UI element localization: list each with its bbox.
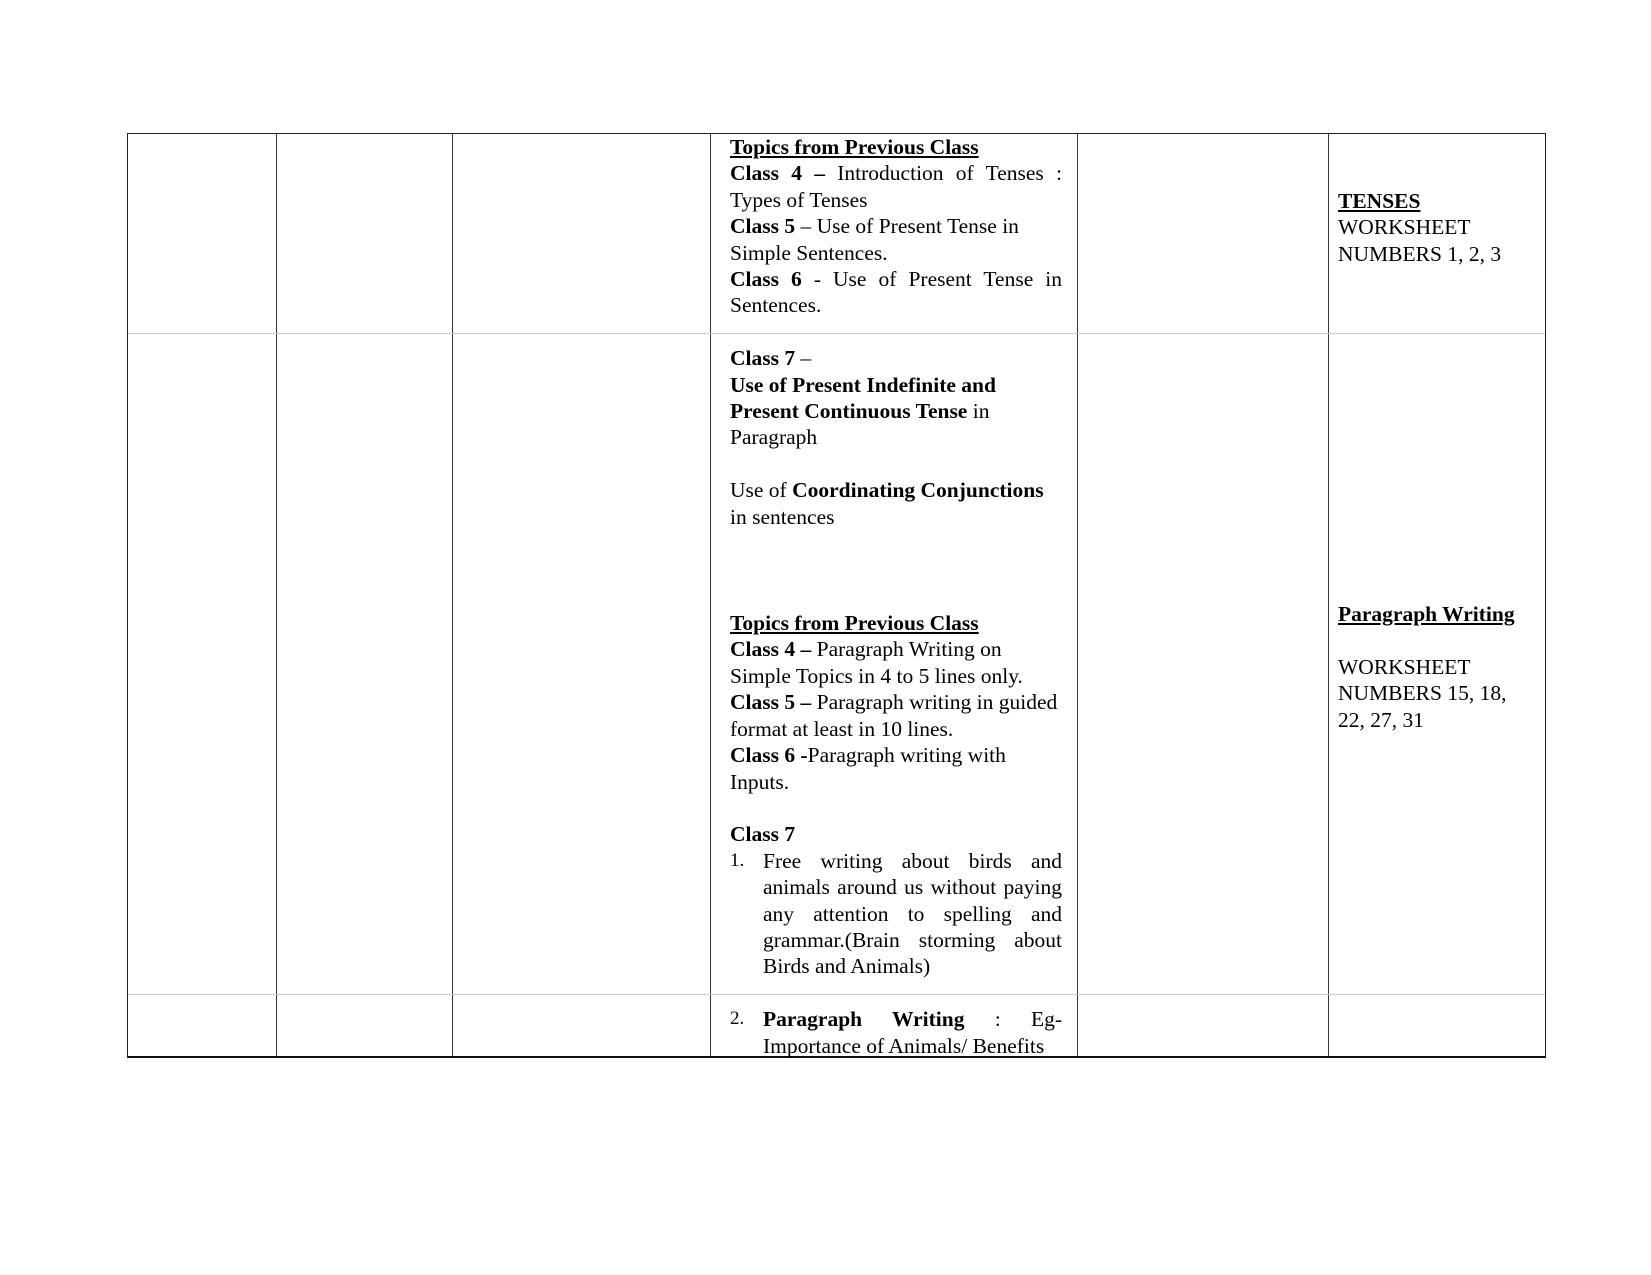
lesson-plan-table xyxy=(127,133,1546,1058)
column-divider xyxy=(276,134,277,1056)
tenses-class4: Class 4 – Introduction of Tenses : Types of Tenses xyxy=(730,161,1062,212)
conjunctions-topic: Use of Coordinating Conjunctions in sentences xyxy=(730,478,1044,529)
paragraph-class6: Class 6 -Paragraph writing with Inputs. xyxy=(730,743,1006,794)
tenses-resource-title: TENSES xyxy=(1338,189,1421,213)
tenses-resource-text: WORKSHEET NUMBERS 1, 2, 3 xyxy=(1338,215,1502,266)
column-divider xyxy=(1077,134,1078,1056)
topics-cell xyxy=(720,134,1070,1059)
paragraph-topics-heading: Topics from Previous Class xyxy=(730,611,979,636)
paragraph-resource-title: Paragraph Writing xyxy=(1338,602,1515,627)
tenses-class7-label: Class 7 – xyxy=(730,346,812,371)
column-divider xyxy=(710,134,711,1056)
paragraph-class4: Class 4 – Paragraph Writing on Simple Topics in 4 to 5 lines only. xyxy=(730,637,1023,688)
paragraph-resource-text: WORKSHEET NUMBERS 15, 18, 22, 27, 31 xyxy=(1338,655,1507,732)
tenses-class6: Class 6 - Use of Present Tense in Sentences. xyxy=(730,267,1063,318)
paragraph-class7-label: Class 7 xyxy=(730,822,796,847)
paragraph-class5: Class 5 – Paragraph writing in guided format at least in 10 lines. xyxy=(730,690,1058,741)
paragraph-list-item-1: 1. Free writing about birds and animals around us without paying any attention to spelling and grammar.(Brain storming about Birds and Animals) xyxy=(730,848,1062,979)
tenses-topics-heading: Topics from Previous Class xyxy=(730,135,979,159)
column-divider xyxy=(452,134,453,1056)
tenses-class5: Class 5 – Use of Present Tense in Simple Sentences. xyxy=(730,214,1019,265)
tenses-class7-text: Use of Present Indefinite and Present Continuous Tense in Paragraph xyxy=(730,372,996,450)
resources-cell xyxy=(1328,134,1546,733)
paragraph-list-item-2: 2. Paragraph Writing : Eg- Importance of Animals/ Benefits xyxy=(730,1007,1062,1058)
